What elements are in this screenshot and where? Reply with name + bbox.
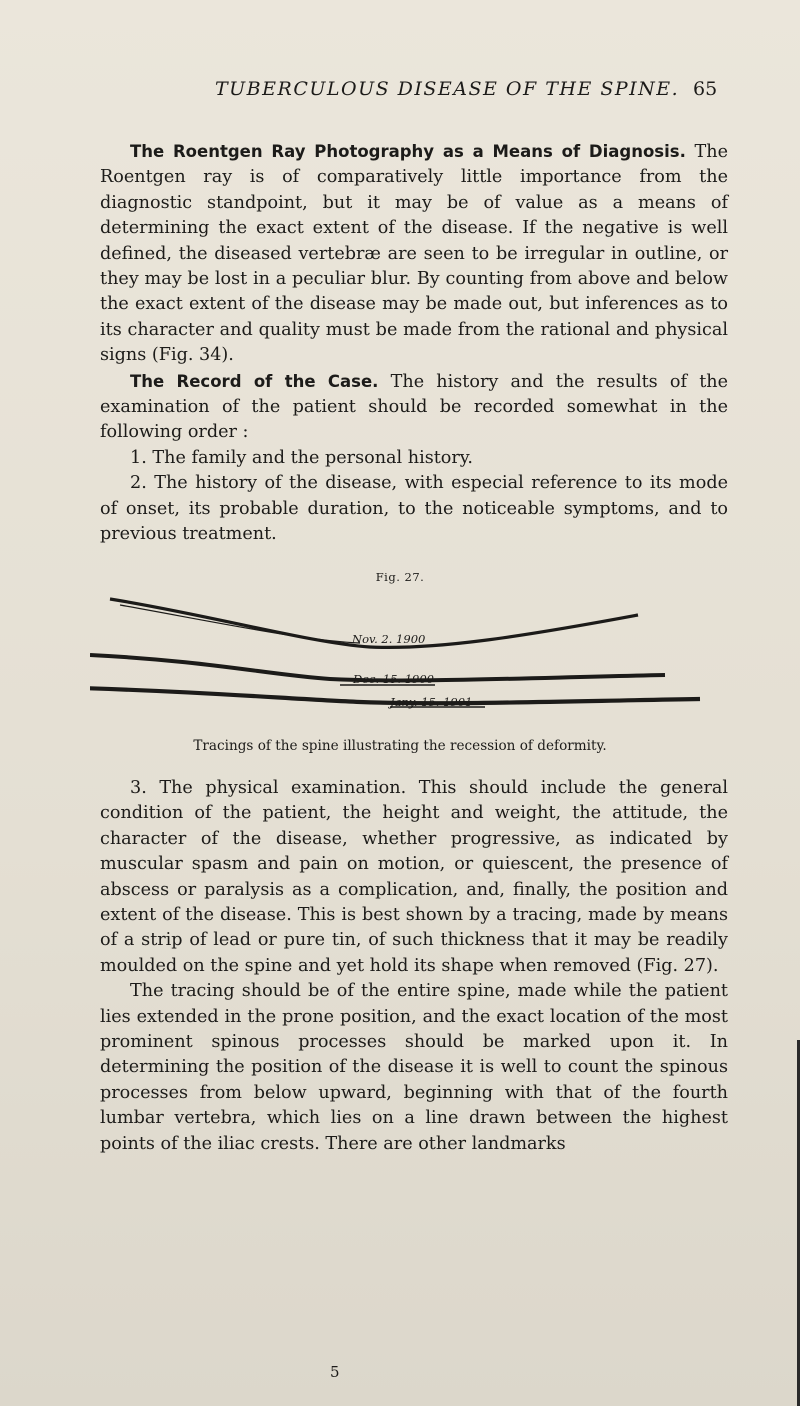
spine-tracings-figure [90, 585, 710, 715]
running-head-title: TUBERCULOUS DISEASE OF THE SPINE. [215, 78, 680, 100]
paragraph-tracing: The tracing should be of the entire spine, made while the patient lies extended in the prone position, and the exact location of the most prominent spinous processes should be marked upon it. In determining the position of the disease it is well to count the spinous processes from below upward, beginning with that of the fourth lumbar vertebra, which lies on a line drawn between the highest points of the iliac crests. There are other landmarks [100, 981, 728, 1154]
figure-caption: Tracings of the spine illustrating the recession of deformity. [193, 738, 607, 754]
signature-mark: 5 [330, 1363, 340, 1381]
record-body: The history and the results of the examination of the patient should be recorded somewhat in the following order : [100, 371, 729, 443]
paragraph-roentgen [100, 139, 728, 369]
section-physical-examination [100, 776, 728, 1157]
list-item-1: 1. The family and the personal history. [130, 447, 473, 468]
list-item-2: 2. The history of the disease, with especial reference to its mode of onset, its probable duration, to the noticeable symptoms, and to previous treatment. [100, 473, 728, 545]
tracing-label-jan: Jany. 15. 1901 [390, 695, 473, 709]
heading-roentgen: The Roentgen Ray Photography as a Means of Diagnosis. [130, 142, 686, 161]
running-head [0, 78, 800, 108]
section-roentgen [100, 139, 728, 548]
tracing-label-dec: Dec. 15. 1900 [353, 672, 434, 686]
page-number: 65 [693, 78, 718, 100]
list-item-3: 3. The physical examination. This should include the general condition of the patient, the height and weight, the attitude, the character of the disease, whether progressive, as indicated by muscular spasm and pain on motion, or quiescent, the presence of abscess or paralysis as a complication, and, finally, the position and extent of the disease. This is best shown by a tracing, made by means of a strip of lead or pure tin, of such thickness that it may be readily moulded on the spine and yet hold its shape when removed (Fig. 27). [100, 778, 728, 976]
heading-record: The Record of the Case. [130, 371, 379, 391]
tracing-label-nov: Nov. 2. 1900 [352, 632, 426, 646]
figure-label: Fig. 27. [375, 570, 425, 584]
paragraph-record [100, 369, 728, 446]
roentgen-body: The Roentgen ray is of comparatively little importance from the diagnostic standpoint, but it may be of value as a means of determining the exact extent of the disease. If the negative is well defined, the diseased vertebræ are seen to be irregular in outline, or they may be lost in a peculiar blur. By counting from above and below the exact extent of the disease may be made out, but inferences as to its character and quality must be made from the rational and physical signs (Fig. 34). [100, 142, 728, 366]
